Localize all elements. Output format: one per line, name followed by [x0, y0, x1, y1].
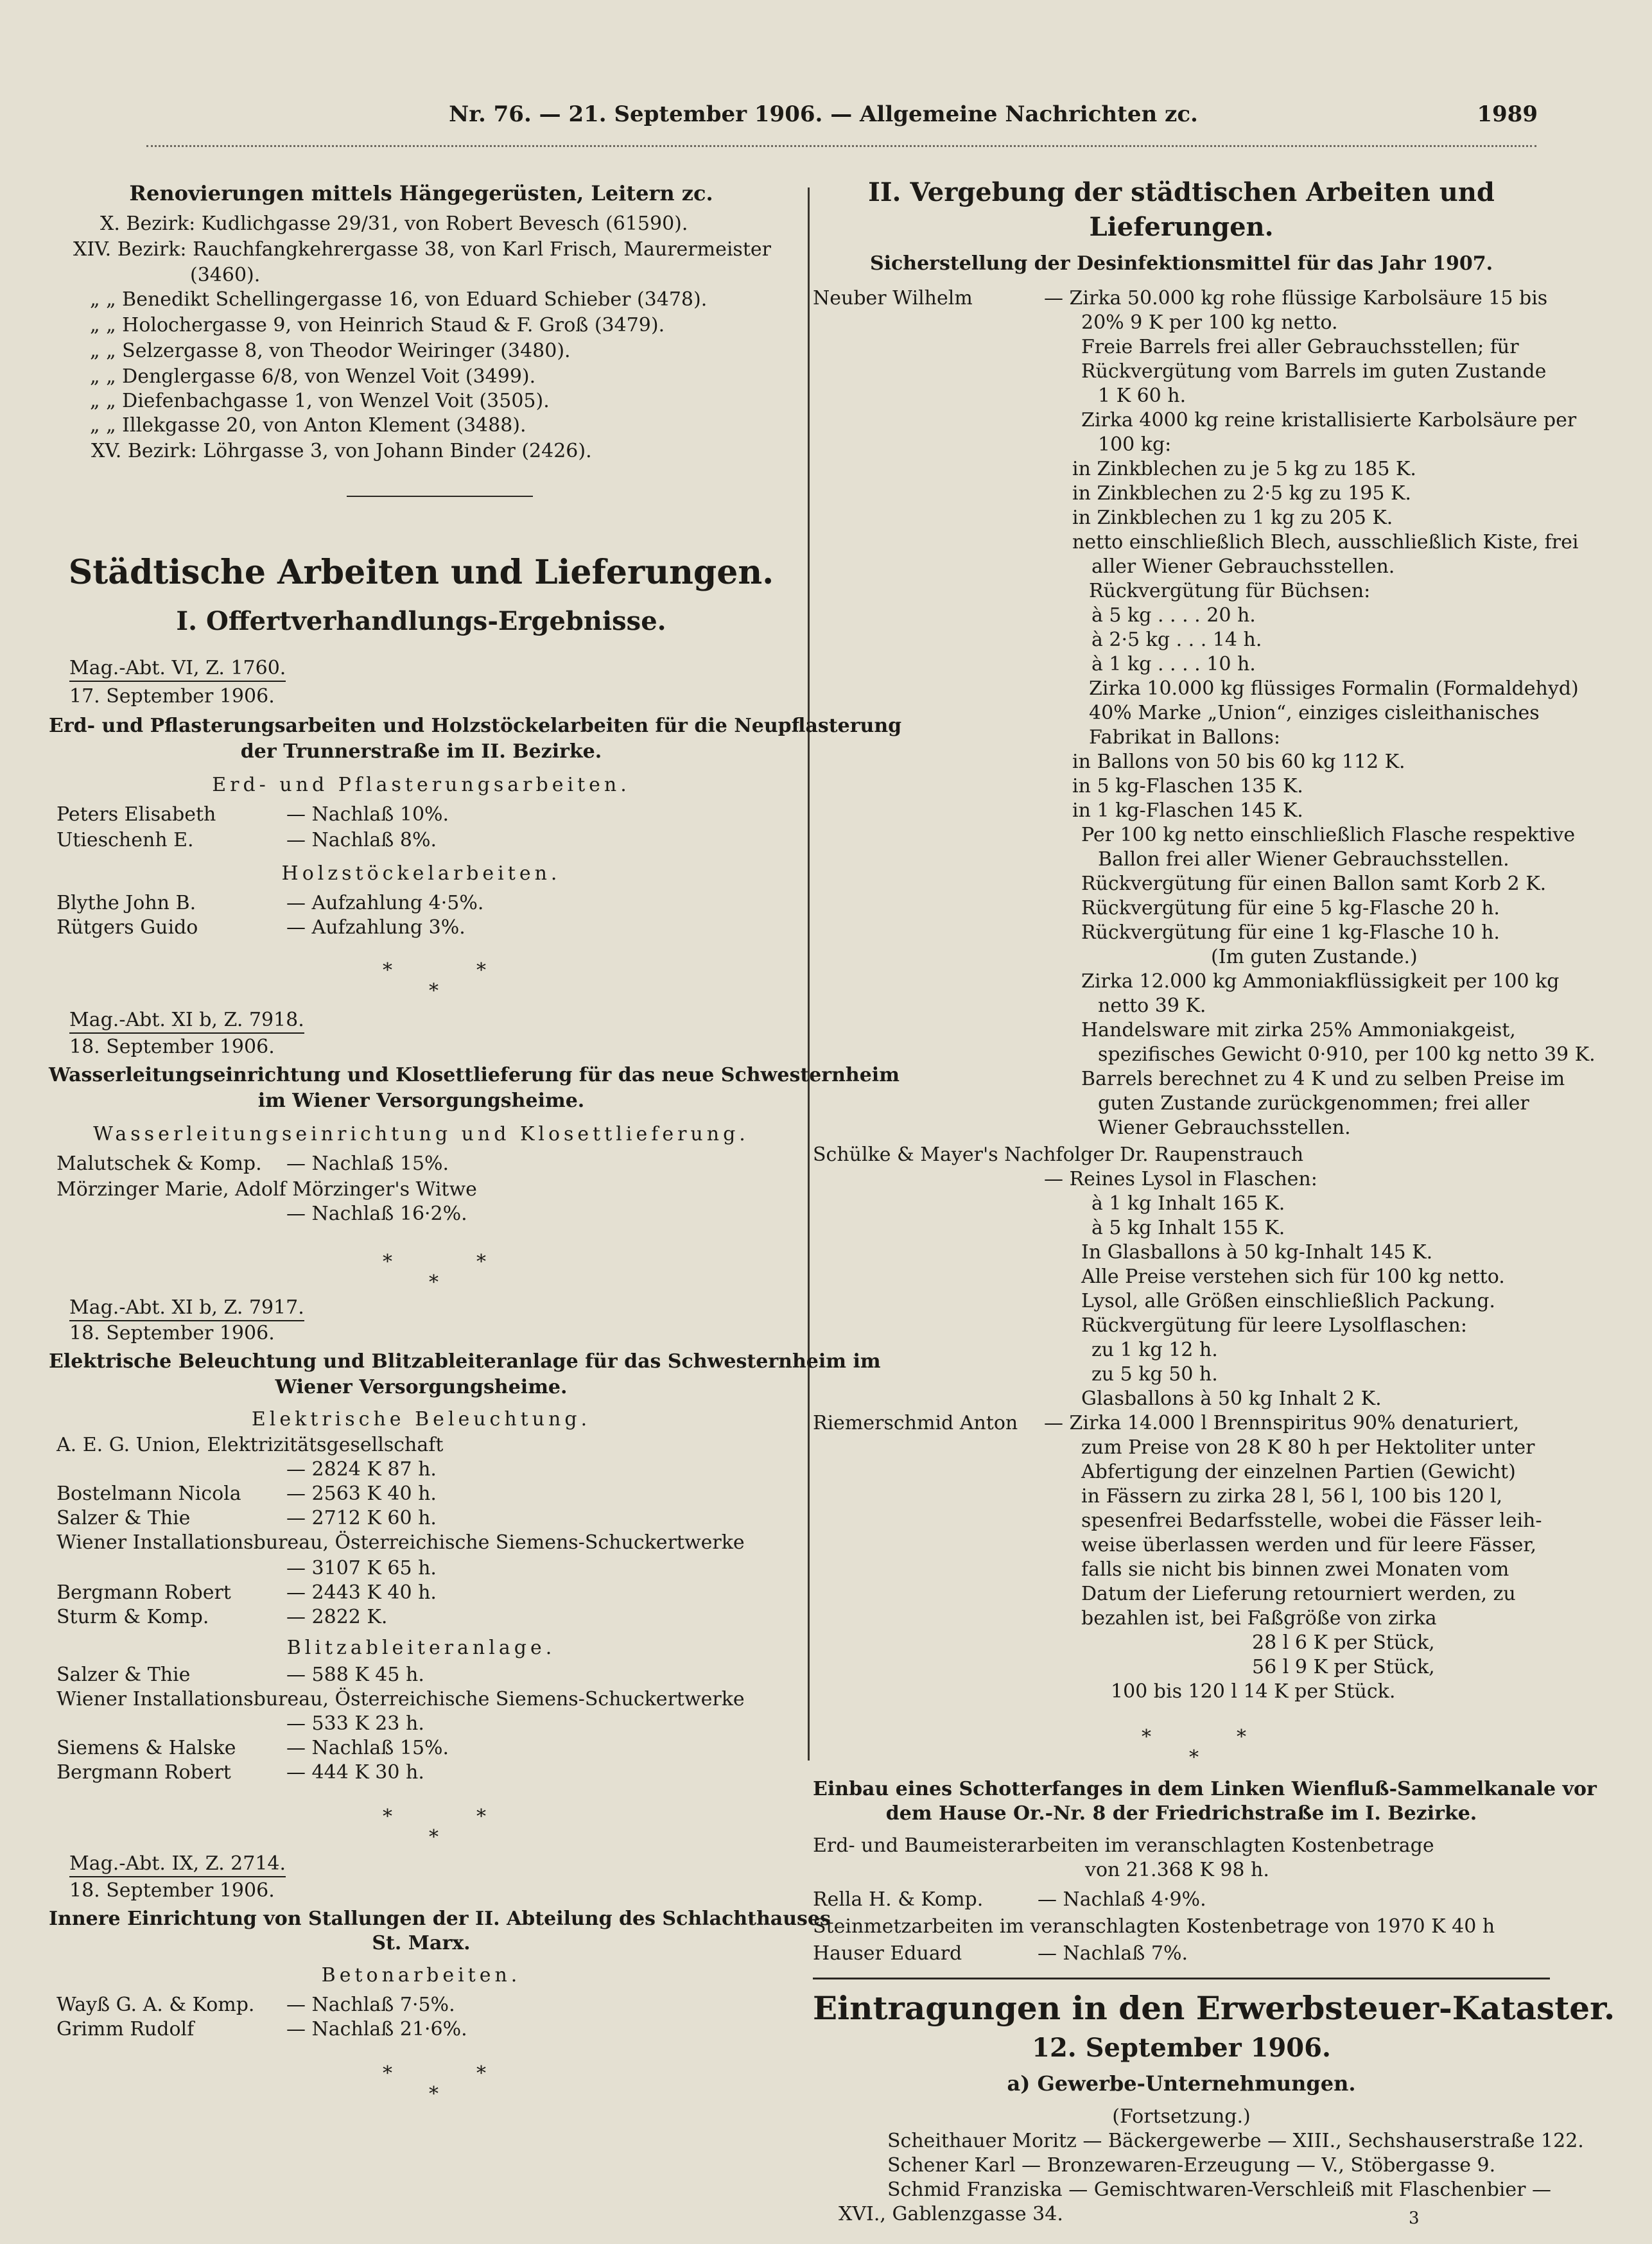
asterism-star: *	[1142, 1726, 1151, 1748]
bid-result: — 3107 K 65 h.	[286, 1557, 437, 1579]
offer-line: — Zirka 50.000 kg rohe flüssige Karbolsäure 15 bis	[1044, 287, 1548, 309]
renovation-item: „ „ Selzergasse 8, von Theodor Weiringer (3480).	[90, 340, 571, 362]
tender-title: dem Hause Or.-Nr. 8 der Friedrichstraße im I. Bezirke.	[885, 1802, 1477, 1825]
magistrate-ref-text: Mag.-Abt. VI, Z. 1760.	[69, 657, 286, 682]
bidder-name: Siemens & Halske	[57, 1737, 236, 1759]
offer-line: in Fässern zu zirka 28 l, 56 l, 100 bis 120 l,	[1081, 1485, 1503, 1508]
bid-result: — 533 K 23 h.	[286, 1712, 424, 1735]
asterism-star: *	[429, 2083, 439, 2105]
signature-mark: 3	[1409, 2209, 1420, 2228]
tender-title: Wiener Versorgungsheime.	[275, 1376, 568, 1398]
bidder-name: Sturm & Komp.	[57, 1606, 209, 1628]
renovation-item: (3460).	[190, 264, 261, 286]
offer-line: zum Preise von 28 K 80 h per Hektoliter unter	[1081, 1436, 1535, 1459]
magistrate-ref	[69, 1852, 286, 1876]
bidder-name: Rütgers Guido	[57, 916, 198, 939]
bidder-name: Blythe John B.	[57, 892, 196, 914]
bid-result: — Nachlaß 7·5%.	[286, 1994, 455, 2016]
section-rule	[813, 1978, 1550, 1979]
work-category: Steinmetzarbeiten im veranschlagten Kostenbetrage von 1970 K 40 h	[813, 1915, 1495, 1938]
asterism-star: *	[383, 2062, 392, 2085]
offer-line: in Zinkblechen zu 2·5 kg zu 195 K.	[1072, 482, 1411, 505]
magistrate-ref	[69, 1296, 304, 1320]
renovation-item: „ „ Benedikt Schellingergasse 16, von Eduard Schieber (3478).	[90, 288, 708, 311]
bid-result: — Aufzahlung 3%.	[286, 916, 465, 939]
magistrate-ref	[69, 1008, 304, 1032]
offer-line: 100 bis 120 l 14 K per Stück.	[1111, 1680, 1396, 1703]
subsection-title: I. Offertverhandlungs-Ergebnisse.	[176, 606, 666, 636]
work-category: Erd- und Pflasterungsarbeiten.	[212, 774, 630, 796]
tender-title: St. Marx.	[372, 1932, 471, 1954]
work-category: Wasserleitungseinrichtung und Klosettlieferung.	[93, 1123, 749, 1145]
asterism-star: *	[1189, 1746, 1199, 1769]
bid-result: — Aufzahlung 4·5%.	[286, 892, 484, 914]
renovations-title: Renovierungen mittels Hängegerüsten, Leitern zc.	[129, 181, 713, 205]
asterism-star: *	[383, 959, 392, 982]
register-continuation: (Fortsetzung.)	[1112, 2105, 1251, 2128]
offer-line: Datum der Lieferung retourniert werden, zu	[1081, 1583, 1516, 1605]
bidder-name: Riemerschmid Anton	[813, 1412, 1018, 1434]
offer-line: Wiener Gebrauchsstellen.	[1098, 1117, 1351, 1139]
offer-line: in Zinkblechen zu je 5 kg zu 185 K.	[1072, 458, 1416, 480]
bid-result: — Nachlaß 21·6%.	[286, 2018, 467, 2040]
register-entry: Schmid Franziska — Gemischtwaren-Verschleiß mit Flaschenbier —	[887, 2179, 1552, 2201]
section-date: 17. September 1906.	[69, 685, 275, 708]
work-category: Elektrische Beleuchtung.	[251, 1408, 591, 1431]
offer-line: netto 39 K.	[1098, 995, 1206, 1017]
bidder-name: Bergmann Robert	[57, 1581, 231, 1604]
offer-line: aller Wiener Gebrauchsstellen.	[1091, 555, 1395, 578]
bidder-name: Malutschek & Komp.	[57, 1152, 262, 1175]
offer-line: — Zirka 14.000 l Brennspiritus 90% denaturiert,	[1044, 1412, 1520, 1434]
awards-title: II. Vergebung der städtischen Arbeiten und	[868, 177, 1495, 207]
work-category: Holzstöckelarbeiten.	[281, 862, 561, 885]
bidder-name: Wayß G. A. & Komp.	[57, 1994, 255, 2016]
tender-title: Innere Einrichtung von Stallungen der II. Abteilung des Schlachthauses	[49, 1908, 831, 1930]
offer-line: Glasballons à 50 kg Inhalt 2 K.	[1081, 1387, 1382, 1410]
register-title: Eintragungen in den Erwerbsteuer-Kataster.	[813, 1989, 1615, 2027]
tender-title: im Wiener Versorgungsheime.	[257, 1090, 585, 1112]
work-category: von 21.368 K 98 h.	[1085, 1859, 1269, 1881]
bidder-name: Salzer & Thie	[57, 1664, 191, 1686]
offer-line: Ballon frei aller Wiener Gebrauchsstellen.	[1098, 848, 1509, 871]
offer-line: Zirka 4000 kg reine kristallisierte Karbolsäure per	[1081, 409, 1577, 431]
bidder-name: Mörzinger Marie, Adolf Mörzinger's Witwe	[57, 1178, 477, 1201]
offer-line: Rückvergütung für einen Ballon samt Korb 2 K.	[1081, 873, 1547, 895]
bidder-name: Salzer & Thie	[57, 1507, 191, 1529]
bidder-name: Bergmann Robert	[57, 1761, 231, 1784]
offer-line: Fabrikat in Ballons:	[1089, 726, 1280, 749]
offer-line: à 5 kg . . . . 20 h.	[1091, 604, 1256, 627]
bid-result: — Nachlaß 16·2%.	[286, 1203, 467, 1225]
section-rule	[347, 496, 533, 497]
offer-line: falls sie nicht bis binnen zwei Monaten vom	[1081, 1558, 1509, 1581]
bidder-name: A. E. G. Union, Elektrizitätsgesellschaft	[57, 1434, 444, 1456]
bid-result: — 2443 K 40 h.	[286, 1581, 437, 1604]
offer-line: Handelsware mit zirka 25% Ammoniakgeist,	[1081, 1019, 1516, 1041]
offer-line: Alle Preise verstehen sich für 100 kg netto.	[1081, 1266, 1505, 1288]
magistrate-ref-text: Mag.-Abt. IX, Z. 2714.	[69, 1852, 286, 1877]
page-number: 1989	[1477, 101, 1538, 127]
offer-line: Rückvergütung für eine 1 kg-Flasche 10 h.	[1081, 921, 1500, 944]
asterism-star: *	[429, 980, 439, 1002]
offer-line: 40% Marke „Union“, einziges cisleithanisches	[1089, 702, 1540, 724]
offer-line: à 1 kg . . . . 10 h.	[1091, 653, 1256, 675]
offer-line: in 5 kg-Flaschen 135 K.	[1072, 775, 1303, 797]
asterism-star: *	[429, 1271, 439, 1294]
offer-line: spesenfrei Bedarfsstelle, wobei die Fässer leih-	[1081, 1509, 1542, 1532]
bidder-name: Bostelmann Nicola	[57, 1483, 241, 1505]
offer-line: 28 l 6 K per Stück,	[1252, 1631, 1435, 1654]
bidder-name: Peters Elisabeth	[57, 803, 216, 826]
bid-result: — 444 K 30 h.	[286, 1761, 424, 1784]
bidder-name: Hauser Eduard	[813, 1942, 962, 1965]
work-category: Erd- und Baumeisterarbeiten im veranschlagten Kostenbetrage	[813, 1834, 1434, 1857]
offer-line: Rückvergütung vom Barrels im guten Zustande	[1081, 360, 1547, 383]
offer-line: Freie Barrels frei aller Gebrauchsstellen; für	[1081, 336, 1519, 358]
bidder-name: Utieschenh E.	[57, 829, 194, 851]
offer-line: à 1 kg Inhalt 165 K.	[1091, 1192, 1285, 1215]
renovation-item: XIV. Bezirk: Rauchfangkehrergasse 38, von Karl Frisch, Maurermeister	[73, 238, 771, 261]
offer-line: in 1 kg-Flaschen 145 K.	[1072, 799, 1303, 822]
bid-result: — 2563 K 40 h.	[286, 1483, 437, 1505]
bid-result: — 2824 K 87 h.	[286, 1458, 437, 1481]
renovation-item: XV. Bezirk: Löhrgasse 3, von Johann Binder (2426).	[91, 440, 592, 462]
bidder-name: Neuber Wilhelm	[813, 287, 973, 309]
bid-result: — 588 K 45 h.	[286, 1664, 424, 1686]
renovation-item: „ „ Diefenbachgasse 1, von Wenzel Voit (3505).	[90, 390, 550, 412]
section-date: 18. September 1906.	[69, 1322, 275, 1344]
asterism-star: *	[383, 1805, 392, 1828]
offer-line: in Zinkblechen zu 1 kg zu 205 K.	[1072, 507, 1393, 529]
section-date: 18. September 1906.	[69, 1036, 275, 1058]
offer-line: bezahlen ist, bei Faßgröße von zirka	[1081, 1607, 1437, 1630]
magistrate-ref-text: Mag.-Abt. XI b, Z. 7918.	[69, 1009, 304, 1034]
offer-line: Zirka 10.000 kg flüssiges Formalin (Formaldehyd)	[1089, 677, 1579, 700]
renovation-item: „ „ Denglergasse 6/8, von Wenzel Voit (3499).	[90, 365, 536, 388]
bid-result: — Nachlaß 10%.	[286, 803, 449, 826]
asterism-star: *	[476, 1805, 486, 1828]
offer-line: 1 K 60 h.	[1098, 385, 1187, 407]
header-rule	[146, 145, 1536, 147]
awards-subtitle: Sicherstellung der Desinfektionsmittel für das Jahr 1907.	[869, 252, 1493, 275]
offer-line: 20% 9 K per 100 kg netto.	[1081, 311, 1338, 334]
offer-line: à 5 kg Inhalt 155 K.	[1091, 1217, 1285, 1239]
magistrate-ref	[69, 656, 286, 681]
offer-line: à 2·5 kg . . . 14 h.	[1091, 629, 1262, 651]
bid-result: — Nachlaß 8%.	[286, 829, 437, 851]
awards-title: Lieferungen.	[1089, 212, 1274, 242]
bidder-name: Grimm Rudolf	[57, 2018, 195, 2040]
offer-line: 56 l 9 K per Stück,	[1252, 1656, 1435, 1678]
offer-line: Rückvergütung für Büchsen:	[1089, 580, 1371, 602]
offer-line: spezifisches Gewicht 0·910, per 100 kg netto 39 K.	[1098, 1043, 1595, 1066]
bid-result: — Nachlaß 4·9%.	[1038, 1888, 1206, 1911]
tender-title: Wasserleitungseinrichtung und Klosettlieferung für das neue Schwesternheim	[49, 1064, 900, 1086]
column-divider	[808, 187, 810, 1761]
bid-result: — 2822 K.	[286, 1606, 388, 1628]
register-entry: Scheithauer Moritz — Bäckergewerbe — XIII., Sechshauserstraße 122.	[887, 2130, 1584, 2152]
asterism-star: *	[476, 1251, 486, 1273]
offer-line: Rückvergütung für leere Lysolflaschen:	[1081, 1314, 1467, 1337]
running-header	[109, 101, 1538, 135]
bidder-name: Schülke & Mayer's Nachfolger Dr. Raupenstrauch	[813, 1144, 1304, 1166]
offer-line: Lysol, alle Größen einschließlich Packung.	[1081, 1290, 1495, 1312]
offer-line: in Ballons von 50 bis 60 kg 112 K.	[1072, 751, 1405, 773]
main-section-title: Städtische Arbeiten und Lieferungen.	[68, 553, 774, 592]
register-subtitle: a) Gewerbe-Unternehmungen.	[1007, 2071, 1356, 2096]
offer-line: Rückvergütung für eine 5 kg-Flasche 20 h.	[1081, 897, 1500, 919]
running-title: Nr. 76. — 21. September 1906. — Allgemeine Nachrichten zc.	[449, 101, 1198, 127]
offer-line: zu 5 kg 50 h.	[1091, 1363, 1218, 1386]
offer-line: guten Zustande zurückgenommen; frei aller	[1098, 1092, 1529, 1115]
tender-title: Erd- und Pflasterungsarbeiten und Holzstöckelarbeiten für die Neupflasterung	[49, 715, 902, 737]
bidder-name: Rella H. & Komp.	[813, 1888, 984, 1911]
section-date: 18. September 1906.	[69, 1879, 275, 1902]
asterism-star: *	[476, 2062, 486, 2085]
tender-title: Elektrische Beleuchtung und Blitzableiteranlage für das Schwesternheim im	[49, 1350, 881, 1373]
offer-line: In Glasballons à 50 kg-Inhalt 145 K.	[1081, 1241, 1433, 1264]
renovation-item: X. Bezirk: Kudlichgasse 29/31, von Robert Bevesch (61590).	[100, 213, 688, 235]
offer-line: netto einschließlich Blech, ausschließlich Kiste, frei	[1072, 531, 1579, 553]
work-category: Betonarbeiten.	[321, 1964, 521, 1987]
asterism-star: *	[1237, 1726, 1246, 1748]
bidder-name: Wiener Installationsbureau, Österreichische Siemens-Schuckertwerke	[57, 1688, 745, 1710]
offer-line: weise überlassen werden und für leere Fässer,	[1081, 1534, 1537, 1556]
offer-line: Abfertigung der einzelnen Partien (Gewicht)	[1081, 1461, 1516, 1483]
asterism-star: *	[429, 1826, 439, 1848]
offer-line: Zirka 12.000 kg Ammoniakflüssigkeit per 100 kg	[1081, 970, 1560, 993]
renovation-item: „ „ Illekgasse 20, von Anton Klement (3488).	[90, 414, 526, 437]
offer-line: zu 1 kg 12 h.	[1091, 1339, 1218, 1361]
tender-title: der Trunnerstraße im II. Bezirke.	[240, 740, 602, 763]
offer-line: (Im guten Zustande.)	[1211, 946, 1418, 968]
magistrate-ref-text: Mag.-Abt. XI b, Z. 7917.	[69, 1296, 304, 1321]
offer-line: Per 100 kg netto einschließlich Flasche respektive	[1081, 824, 1576, 846]
offer-line: 100 kg:	[1098, 433, 1172, 456]
register-entry: Schener Karl — Bronzewaren-Erzeugung — V., Stöbergasse 9.	[887, 2154, 1496, 2177]
bid-result: — Nachlaß 7%.	[1038, 1942, 1188, 1965]
work-category: Blitzableiteranlage.	[286, 1637, 556, 1659]
register-entry: XVI., Gablenzgasse 34.	[839, 2203, 1063, 2225]
bid-result: — 2712 K 60 h.	[286, 1507, 437, 1529]
bidder-name: Wiener Installationsbureau, Österreichische Siemens-Schuckertwerke	[57, 1531, 745, 1554]
asterism-star: *	[383, 1251, 392, 1273]
offer-line: Barrels berechnet zu 4 K und zu selben Preise im	[1081, 1068, 1565, 1090]
tender-title: Einbau eines Schotterfanges in dem Linken Wienfluß-Sammelkanale vor	[813, 1778, 1597, 1800]
offer-line: — Reines Lysol in Flaschen:	[1044, 1168, 1317, 1190]
asterism-star: *	[476, 959, 486, 982]
renovation-item: „ „ Holochergasse 9, von Heinrich Staud & F. Groß (3479).	[90, 314, 665, 336]
register-date: 12. September 1906.	[1032, 2033, 1331, 2063]
bid-result: — Nachlaß 15%.	[286, 1737, 449, 1759]
bid-result: — Nachlaß 15%.	[286, 1152, 449, 1175]
